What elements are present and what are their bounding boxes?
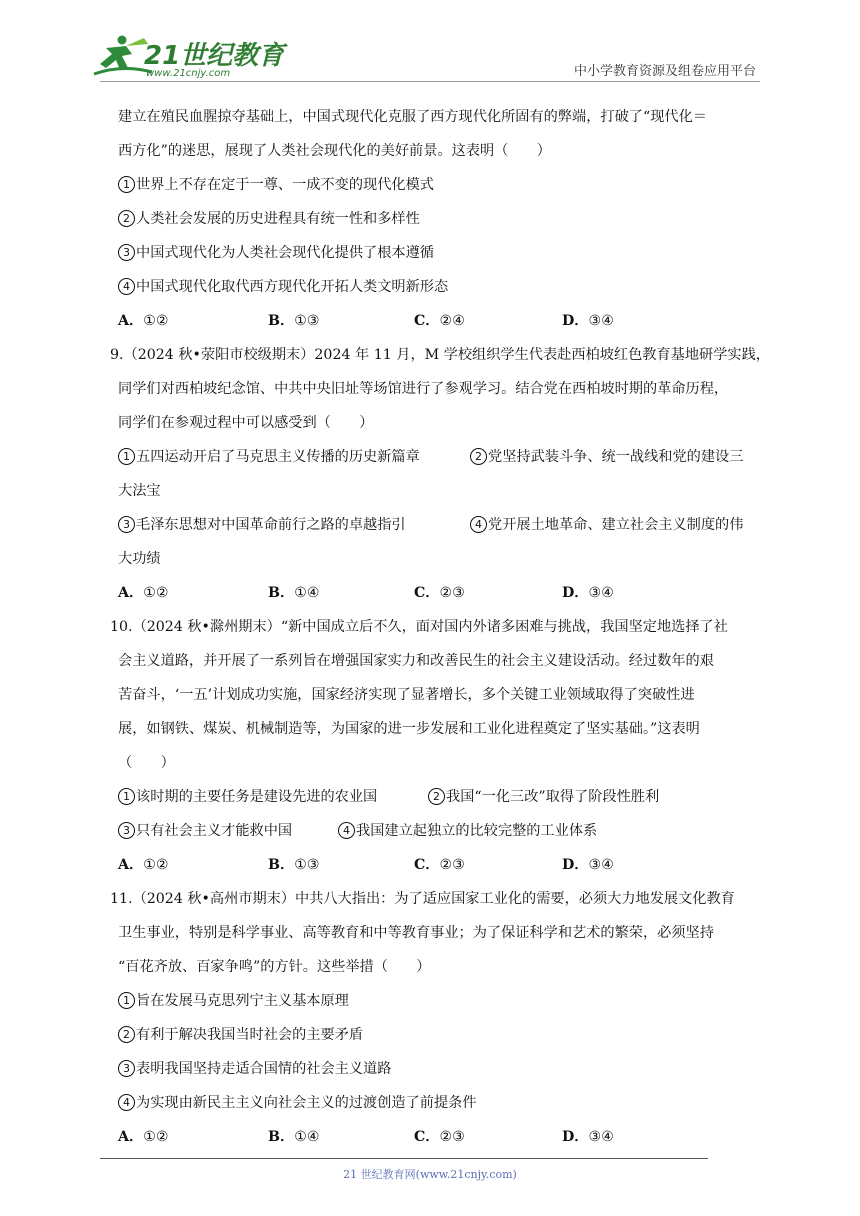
- circled-number-4: 4: [118, 278, 135, 295]
- q10-stem-line: （ ）: [118, 755, 175, 771]
- circled-number-3: 3: [118, 1060, 135, 1077]
- q9-stem-line: 同学们对西柏坡纪念馆、中共中央旧址等场馆进行了参观学习。结合党在西柏坡时期的革命历程，: [118, 381, 729, 397]
- q8-option-c[interactable]: C．②④: [414, 313, 465, 329]
- circled-number-3: 3: [118, 516, 135, 533]
- q10-option-a[interactable]: A．①②: [118, 857, 169, 873]
- page-header: [0, 0, 860, 90]
- q10-statement-3: 3 只有社会主义才能救中国: [118, 820, 292, 840]
- q8-option-a[interactable]: A．①②: [118, 313, 169, 329]
- q9-statement-2-cont: 大法宝: [118, 483, 161, 499]
- q11-stem-line: 11.（2024 秋•高州市期末）中共八大指出：为了适应国家工业化的需要，必须大力地发展文化教育: [110, 891, 735, 907]
- q10-options: [118, 854, 763, 874]
- circled-number-4: 4: [118, 1094, 135, 1111]
- circled-number-3: 3: [118, 244, 135, 261]
- circled-number-3: 3: [118, 822, 135, 839]
- site-logo: [92, 34, 285, 80]
- q10-stem-line: 展，如钢铁、煤炭、机械制造等，为国家的进一步发展和工业化进程奠定了坚实基础。”这表明: [118, 721, 700, 737]
- header-divider: [100, 81, 760, 82]
- q11-statement-4: 4 为实现由新民主主义向社会主义的过渡创造了前提条件: [118, 1092, 477, 1112]
- circled-number-1: 1: [118, 176, 135, 193]
- q8-options: [118, 310, 763, 330]
- logo-url: www.21cnjy.com: [146, 68, 231, 79]
- q10-stem-line: 会主义道路，并开展了一系列旨在增强国家实力和改善民生的社会主义建设活动。经过数年的艰: [118, 653, 714, 669]
- q9-statement-4: 4 党开展土地革命、建立社会主义制度的伟: [470, 514, 743, 534]
- q9-stem-line: 同学们在参观过程中可以感受到（ ）: [118, 415, 374, 431]
- circled-number-4: 4: [338, 822, 355, 839]
- q8-stem-line: 建立在殖民血腥掠夺基础上，中国式现代化克服了西方现代化所固有的弊端，打破了“现代化＝: [118, 109, 707, 125]
- circled-number-1: 1: [118, 992, 135, 1009]
- q11-option-d[interactable]: D．③④: [562, 1129, 614, 1145]
- q9-option-a[interactable]: A．①②: [118, 585, 169, 601]
- q10-option-b[interactable]: B．①③: [268, 857, 320, 873]
- q11-stem-line: “百花齐放、百家争鸣”的方针。这些举措（ ）: [118, 959, 431, 975]
- q11-statement-2: 2 有利于解决我国当时社会的主要矛盾: [118, 1024, 363, 1044]
- q8-option-b[interactable]: B．①③: [268, 313, 320, 329]
- q8-statement-1: 1 世界上不存在定于一尊、一成不变的现代化模式: [118, 174, 434, 194]
- logo-text: 21世纪教育: [144, 41, 285, 71]
- q9-statement-4-cont: 大功绩: [118, 551, 161, 567]
- q9-option-d[interactable]: D．③④: [562, 585, 614, 601]
- q9-options: [118, 582, 763, 602]
- q11-options: [118, 1126, 763, 1146]
- circled-number-4: 4: [470, 516, 487, 533]
- q8-statement-2: 2 人类社会发展的历史进程具有统一性和多样性: [118, 208, 420, 228]
- circled-number-2: 2: [470, 448, 487, 465]
- q8-statement-4: 4 中国式现代化取代西方现代化开拓人类文明新形态: [118, 276, 448, 296]
- q9-stem-line: 9.（2024 秋•荥阳市校级期末）2024 年 11 月，M 学校组织学生代表赴西柏坡红色教育基地研学实践，: [110, 347, 770, 363]
- q8-stem-line: 西方化”的迷思，展现了人类社会现代化的美好前景。这表明（ ）: [118, 143, 551, 159]
- page-footer[interactable]: 21 世纪教育网(www.21cnjy.com): [343, 1168, 517, 1181]
- q8-option-d[interactable]: D．③④: [562, 313, 614, 329]
- circled-number-1: 1: [118, 788, 135, 805]
- q10-statement-1: 1 该时期的主要任务是建设先进的农业国: [118, 786, 377, 806]
- q11-stem-line: 卫生事业，特别是科学事业、高等教育和中等教育事业；为了保证科学和艺术的繁荣，必须坚持: [118, 925, 714, 941]
- q10-option-d[interactable]: D．③④: [562, 857, 614, 873]
- q11-option-c[interactable]: C．②③: [414, 1129, 465, 1145]
- q11-statement-1: 1 旨在发展马克思列宁主义基本原理: [118, 990, 349, 1010]
- q10-stem-line: 苦奋斗，‘一五’计划成功实施，国家经济实现了显著增长，多个关键工业领域取得了突破性进: [118, 687, 695, 703]
- q10-statement-4: 4 我国建立起独立的比较完整的工业体系: [338, 820, 597, 840]
- q10-statement-2: 2 我国“一化三改”取得了阶段性胜利: [428, 786, 659, 806]
- q9-statement-1: 1 五四运动开启了马克思主义传播的历史新篇章: [118, 446, 420, 466]
- q11-statement-3: 3 表明我国坚持走适合国情的社会主义道路: [118, 1058, 391, 1078]
- q10-stem-line: 10.（2024 秋•滁州期末）“新中国成立后不久，面对国内外诸多困难与挑战，我国坚定地选择了社: [110, 619, 728, 635]
- q9-statement-2: 2 党坚持武装斗争、统一战线和党的建设三: [470, 446, 743, 466]
- q9-option-b[interactable]: B．①④: [268, 585, 320, 601]
- q11-option-b[interactable]: B．①④: [268, 1129, 320, 1145]
- circled-number-2: 2: [428, 788, 445, 805]
- circled-number-2: 2: [118, 1026, 135, 1043]
- q8-statement-3: 3 中国式现代化为人类社会现代化提供了根本遵循: [118, 242, 434, 262]
- circled-number-1: 1: [118, 448, 135, 465]
- q11-option-a[interactable]: A．①②: [118, 1129, 169, 1145]
- platform-label: 中小学教育资源及组卷应用平台: [573, 64, 756, 79]
- q9-option-c[interactable]: C．②③: [414, 585, 465, 601]
- q9-statement-3: 3 毛泽东思想对中国革命前行之路的卓越指引: [118, 514, 406, 534]
- q10-option-c[interactable]: C．②③: [414, 857, 465, 873]
- circled-number-2: 2: [118, 210, 135, 227]
- footer-divider: [100, 1158, 708, 1159]
